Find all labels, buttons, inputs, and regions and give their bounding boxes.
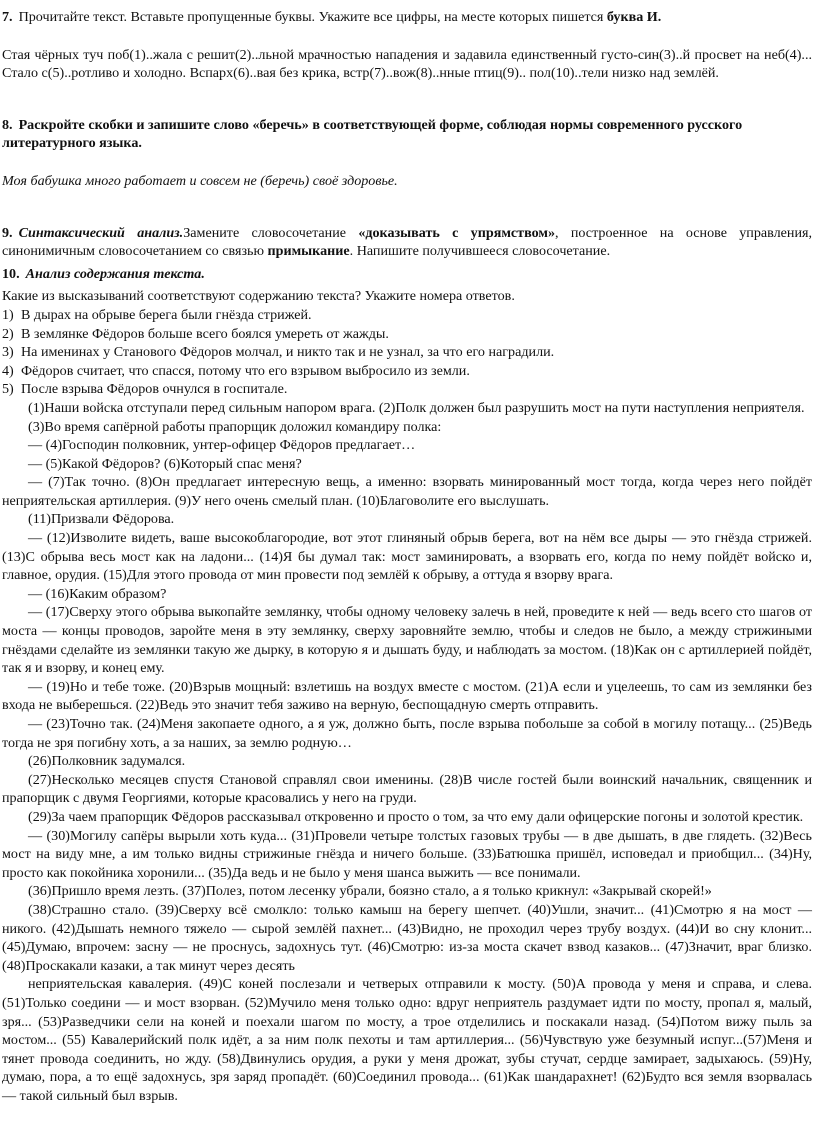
story-paragraph: (38)Страшно стало. (39)Сверху всё смолкло: только камыш на берегу шепчет. (40)Ушли, значит... (41)Смотрю я на мост — никого. (42)Дышать немного тяжело — сырой землёй пахнет... (43)Видно, не проходил через трубу воздух. (44)И во сну клонит... (45)Думаю, впрочем: засну — не проснусь, задохнусь тут. (46)Смотрю: из-за моста скачет взвод казаков... (47)Значит, враг близко. (48)Проскакали казаки, а так минут через десять [2,901,812,974]
story-paragraph: — (4)Господин полковник, унтер-офицер Фёдоров предлагает… [28,437,416,454]
task8-prompt-text: Раскройте скобки и запишите слово «беречь» в соответствующей форме, соблюдая нормы современного русского литературного языка. [2,116,743,152]
task7-prompt [2,8,812,27]
story-paragraph: неприятельская кавалерия. (49)С коней послезали и четверых отправили к мосту. (50)А провода у меня и справа, и слева. (51)Только соедини — и мост взорван. (52)Мучило меня только одно: вдруг неприятель раздумает идти по мосту, пропал я, малый, зря... (53)Разведчики сели на коней и поехали шагом по мосту, а трое отделились и поскакали назад. (54)Потом вижу пыль за мостом... (55) Кавалерийский полк идёт, а за ним полк пехоты и там артиллерия... (56)Чувствую уже безумный испуг...(57)Меня и тянет провода соединить, но жду. (58)Двинулись орудия, а руки у меня дрожат, зубы стучат, сердце замирает, задыхаюсь. (59)Ну, думаю, пора, а то ещё задохнусь, зря заряд пропадёт. (60)Соединил провода... (61)Как шандарахнет! (62)Будто вся земля взорвалась — такой сильный был взрыв. [2,976,812,1104]
answer-option-4: 4) Фёдоров считает, что спасся, потому что его взрывом выбросило из земли. [2,362,470,379]
story-paragraph: (26)Полковник задумался. [28,753,186,770]
story-paragraph: — (23)Точно так. (24)Меня закопаете одного, а я уж, должно быть, после взрыва побольше за собой в могилу потащу... (25)Ведь тогда не зря погибну хоть, а за наших, за землю родную… [2,716,812,751]
task9-text-3: . Напишите получившееся словосочетание. [349,243,611,260]
task9-title: Синтаксический анализ. [18,224,184,241]
story-paragraph: — (19)Но и тебе тоже. (20)Взрыв мощный: взлетишь на воздух вместе с мостом. (21)А если и уцелеешь, то сам из землянки без входа не выберешься. (22)Ведь это значит тебя заживо на верную, беспощадную смерть отправить. [2,678,812,714]
task9-prompt [2,224,812,261]
task7-number: 7. [2,9,13,25]
task10-heading [2,265,812,284]
task8-prompt [2,116,812,153]
story-text [2,399,812,1106]
story-paragraph: — (7)Так точно. (8)Он предлагает интересную вещь, а именно: взорвать минированный мост тогда, когда через него пойдёт неприятельская артиллерия. (9)У него очень смелый план. (10)Благоволите его выслушать. [2,474,812,509]
story-paragraph: (36)Пришло время лезть. (37)Полез, потом лесенку убрали, боязно стало, а я только крикнул: «Закрывай скорей!» [28,883,712,900]
story-paragraph: — (30)Могилу сапёры вырыли хоть куда... (31)Провели четыре толстых газовых трубы — в две дышать, в две глядеть. (32)Весь мост на виду мне, а им только видны стрижиные гнёзда и ничего больше. (33)Батюшка пришёл, исповедал и приобщил... (34)Ну, просто как покойника хоронили... (35)Да ведь и не было у меня шанса выжить — все понимали. [2,827,812,881]
story-paragraph: (3)Во время сапёрной работы прапорщик доложил командиру полка: [28,418,442,435]
answer-option-5: 5) После взрыва Фёдоров очнулся в госпитале. [2,381,288,398]
story-paragraph: (11)Призвали Фёдорова. [28,511,175,528]
task9-text-1: Замените словосочетание [183,224,359,241]
answer-option-2: 2) В землянке Фёдоров больше всего боялся умереть от жажды. [2,325,389,342]
story-paragraph: — (5)Какой Фёдоров? (6)Который спас меня? [28,455,302,472]
task9-text-2: , построенное на основе управления, синонимичным словосочетанием со связью [2,224,812,260]
story-paragraph: — (16)Каким образом? [28,585,167,602]
story-paragraph: — (17)Сверху этого обрыва выкопайте землянку, чтобы одному человеку залечь в ней, проведите к ней — ведь всего сто шагов от моста — концы проводов, заройте меня в эту землянку, сверху заровняйте землю, чтобы и следов не было, а между стрижиными гнёздами сделайте из землянки такую же дырку, в которую я и дышать буду, и наблюдать за мостом. (18)Как он с артиллерией пойдёт, так я и взорву, и конец ему. [2,604,812,677]
answer-option-1: 1) В дырах на обрыве берега были гнёзда стрижей. [2,306,312,323]
task10-title: Анализ содержания текста. [25,265,205,282]
story-paragraph: (27)Несколько месяцев спустя Становой справлял свои именины. (28)В числе гостей были воинский начальник, священник и прапорщик с двумя Георгиями, которые красовались у него на груди. [2,771,812,807]
task7-prompt-bold: буква И. [606,9,662,25]
story-paragraph: (1)Наши войска отступали перед сильным напором врага. (2)Полк должен был разрушить мост на пути наступления неприятеля. [28,399,805,416]
task7-text: Стая чёрных туч поб(1)..жала с решит(2)..льной мрачностью нападения и задавила единственный густо-син(3)..й просвет на неб(4)... Стало с(5)..ротливо и холодно. Вспарх(6)..вая без крика, встр(7)..вож(8)..нные птиц(9).. пол(10)..тели низко над землёй. [2,46,812,82]
story-paragraph: (29)За чаем прапорщик Фёдоров рассказывал откровенно и просто о том, за что ему дали офицерские погоны и золотой крестик. [28,808,804,825]
task9-phrase: «доказывать с упрямством» [358,224,556,241]
task8-number: 8. [2,116,13,133]
task10-number: 10. [2,265,20,282]
story-paragraph: — (12)Изволите видеть, ваше высокоблагородие, вот этот глиняный обрыв берега, вот на нём все дыры — это гнёзда стрижей. (13)С обрыва весь мост как на ладони... (14)Я бы думал так: мост заминировать, а взорвать его, когда по нему пойдёт войско и, главное, орудия. (15)Для этого провода от мин провести под землёй к обрыву, а оттуда я взорву врага. [2,530,812,584]
task8-sentence: Моя бабушка много работает и совсем не (беречь) своё здоровье. [2,172,398,189]
task7-prompt-text: Прочитайте текст. Вставьте пропущенные буквы. Укажите все цифры, на месте которых пишется [18,9,607,25]
task9-number: 9. [2,224,13,241]
task10-options [2,306,812,399]
answer-option-3: 3) На именинах у Станового Фёдоров молчал, и никто так и не узнал, за что его наградили. [2,344,555,361]
task10-question: Какие из высказываний соответствуют содержанию текста? Укажите номера ответов. [2,288,515,305]
task9-link-type: примыкание [267,243,350,260]
